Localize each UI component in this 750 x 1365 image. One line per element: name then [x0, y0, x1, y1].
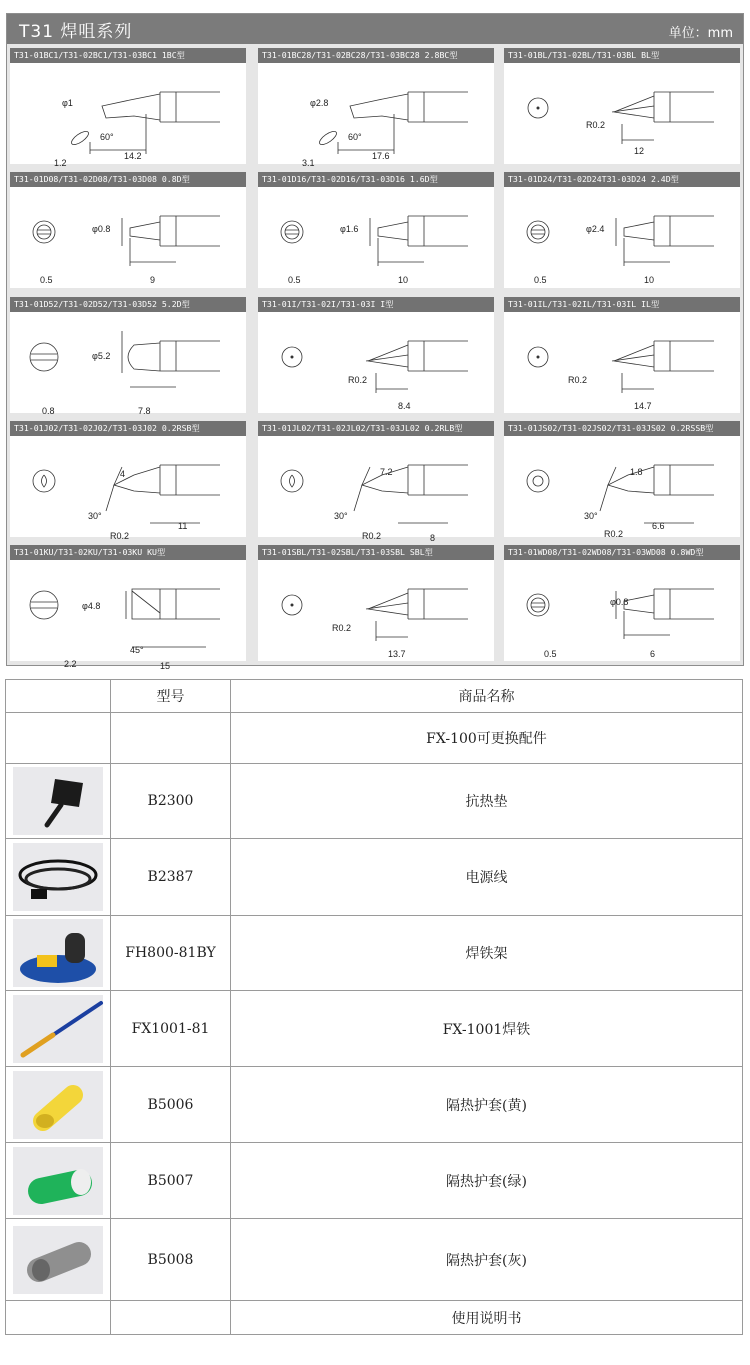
table-row [6, 713, 743, 764]
catalog-header [7, 14, 743, 44]
tip-model-label: T31-01D52/T31-02D52/T31-03D52 5.2D型 [10, 297, 246, 312]
tip-card [10, 172, 246, 288]
product-image-cell [6, 1143, 111, 1219]
dimension-label: 0.5 [40, 275, 53, 285]
dimension-label: 45° [130, 645, 144, 655]
dimension-label: φ0.8 [92, 224, 111, 234]
tip-drawing [258, 188, 494, 288]
dimension-label: 0.5 [534, 275, 547, 285]
dimension-label: φ0.8 [610, 597, 629, 607]
soldering-iron-photo [13, 995, 103, 1063]
catalog-title: T31 焊咀系列 [19, 22, 133, 42]
tip-model-label: T31-01BL/T31-02BL/T31-03BL BL型 [504, 48, 740, 63]
product-image-cell [6, 916, 111, 991]
dimension-label: R0.2 [568, 375, 588, 385]
dimension-label: 30° [584, 511, 598, 521]
dimension-label: φ2.4 [586, 224, 605, 234]
tip-drawing [10, 313, 246, 416]
dimension-label: R0.2 [348, 375, 368, 385]
tip-model-label: T31-01I/T31-02I/T31-03I I型 [258, 297, 494, 312]
sleeve-green-photo [13, 1147, 103, 1215]
tip-card [10, 545, 246, 671]
model-cell: FH800-81BY [111, 916, 231, 991]
table-row [6, 916, 743, 991]
product-image-cell [6, 713, 111, 764]
product-image-cell [6, 764, 111, 839]
tip-card [10, 421, 246, 541]
dimension-label: 14.2 [124, 151, 142, 161]
model-cell: B5008 [111, 1219, 231, 1301]
product-image-cell [6, 839, 111, 916]
tip-card [258, 172, 494, 288]
dimension-label: 15 [160, 661, 171, 671]
tip-drawing [258, 64, 494, 168]
table-row [6, 1067, 743, 1143]
tip-card [504, 545, 740, 661]
tip-card [10, 48, 246, 168]
model-cell: B2387 [111, 839, 231, 916]
tip-card [504, 172, 740, 288]
product-image-cell [6, 1219, 111, 1301]
dimension-label: 8 [430, 533, 436, 543]
dimension-label: 10 [644, 275, 655, 285]
dimension-label: 6.6 [652, 521, 665, 531]
product-name-cell: 电源线 [231, 839, 743, 916]
tip-card [504, 48, 740, 164]
column-header: 型号 [111, 680, 231, 713]
tip-model-label: T31-01JS02/T31-02JS02/T31-03JS02 0.2RSSB型 [504, 421, 740, 436]
tip-card [10, 297, 246, 416]
model-cell: B5007 [111, 1143, 231, 1219]
tip-model-label: T31-01BC28/T31-02BC28/T31-03BC28 2.8BC型 [258, 48, 494, 63]
dimension-label: 9 [150, 275, 156, 285]
table-row [6, 1219, 743, 1301]
product-name-cell: 使用说明书 [231, 1301, 743, 1335]
table-row [6, 764, 743, 839]
dimension-label: R0.2 [362, 531, 382, 541]
dimension-label: φ1 [62, 98, 73, 108]
tip-model-label: T31-01SBL/T31-02SBL/T31-03SBL SBL型 [258, 545, 494, 560]
tip-card [504, 421, 740, 537]
dimension-label: 30° [88, 511, 102, 521]
model-cell [111, 1301, 231, 1335]
tip-model-label: T31-01BC1/T31-02BC1/T31-03BC1 1BC型 [10, 48, 246, 63]
dimension-label: 13.7 [388, 649, 406, 659]
dimension-label: 0.5 [544, 649, 557, 659]
tip-model-label: T31-01WD08/T31-02WD08/T31-03WD08 0.8WD型 [504, 545, 740, 560]
model-cell: B5006 [111, 1067, 231, 1143]
dimension-label: 60° [100, 132, 114, 142]
dimension-label: 10 [398, 275, 409, 285]
iron-holder-photo [13, 919, 103, 987]
product-name-cell: 焊铁架 [231, 916, 743, 991]
dimension-label: 30° [334, 511, 348, 521]
tip-drawing [504, 188, 740, 288]
tip-drawing [504, 313, 740, 413]
tip-drawing [504, 64, 740, 164]
dimension-label: 4 [120, 469, 126, 479]
product-image-cell [6, 1067, 111, 1143]
dimension-label: R0.2 [110, 531, 130, 541]
dimension-label: φ4.8 [82, 601, 101, 611]
dimension-label: 6 [650, 649, 656, 659]
dimension-label: φ2.8 [310, 98, 329, 108]
dimension-label: 17.6 [372, 151, 390, 161]
table-row [6, 991, 743, 1067]
model-cell [111, 713, 231, 764]
product-image-cell [6, 991, 111, 1067]
product-name-cell: 抗热垫 [231, 764, 743, 839]
tip-drawing [504, 437, 740, 537]
product-name-cell: FX-100可更换配件 [231, 713, 743, 764]
tip-drawing [258, 437, 494, 543]
column-header [6, 680, 111, 713]
tip-catalog [6, 13, 744, 671]
product-name-cell: 隔热护套(黄) [231, 1067, 743, 1143]
model-cell: B2300 [111, 764, 231, 839]
power-cord-photo [13, 843, 103, 911]
tip-drawing [10, 561, 246, 671]
column-header: 商品名称 [231, 680, 743, 713]
tip-drawing [504, 561, 740, 661]
parts-table [5, 679, 743, 1335]
tip-card [258, 545, 494, 661]
dimension-label: 2.2 [64, 659, 77, 669]
sleeve-yellow-photo [13, 1071, 103, 1139]
product-name-cell: 隔热护套(绿) [231, 1143, 743, 1219]
product-image-cell [6, 1301, 111, 1335]
tip-card [258, 421, 494, 543]
dimension-label: φ1.6 [340, 224, 359, 234]
table-row [6, 1301, 743, 1335]
dimension-label: R0.2 [604, 529, 624, 539]
product-name-cell: 隔热护套(灰) [231, 1219, 743, 1301]
tip-model-label: T31-01KU/T31-02KU/T31-03KU KU型 [10, 545, 246, 560]
unit-label: 单位：mm [668, 26, 733, 41]
tip-model-label: T31-01IL/T31-02IL/T31-03IL IL型 [504, 297, 740, 312]
tip-model-label: T31-01D24/T31-02D24T31-03D24 2.4D型 [504, 172, 740, 187]
tip-model-label: T31-01J02/T31-02J02/T31-03J02 0.2RSB型 [10, 421, 246, 436]
table-header-row [6, 680, 743, 713]
dimension-label: 1.2 [54, 158, 67, 168]
product-name-cell: FX-1001焊铁 [231, 991, 743, 1067]
tip-card [258, 297, 494, 413]
dimension-label: 11 [178, 521, 188, 531]
tip-drawing [10, 64, 246, 168]
tip-drawing [10, 437, 246, 541]
model-cell: FX1001-81 [111, 991, 231, 1067]
dimension-label: φ5.2 [92, 351, 111, 361]
tip-drawing [258, 313, 494, 413]
dimension-label: R0.2 [586, 120, 606, 130]
table-row [6, 839, 743, 916]
dimension-label: 8.4 [398, 401, 411, 411]
sleeve-gray-photo [13, 1226, 103, 1294]
dimension-label: 7.2 [380, 467, 393, 477]
tip-drawing [10, 188, 246, 288]
heat-pad-photo [13, 767, 103, 835]
dimension-label: 14.7 [634, 401, 652, 411]
tip-model-label: T31-01JL02/T31-02JL02/T31-03JL02 0.2RLB型 [258, 421, 494, 436]
dimension-label: 3.1 [302, 158, 315, 168]
dimension-label: 60° [348, 132, 362, 142]
table-row [6, 1143, 743, 1219]
tip-model-label: T31-01D16/T31-02D16/T31-03D16 1.6D型 [258, 172, 494, 187]
dimension-label: 12 [634, 146, 645, 156]
dimension-label: 1.8 [630, 467, 643, 477]
dimension-label: 7.8 [138, 406, 151, 416]
tip-model-label: T31-01D08/T31-02D08/T31-03D08 0.8D型 [10, 172, 246, 187]
dimension-label: 0.5 [288, 275, 301, 285]
tip-card [258, 48, 494, 168]
dimension-label: 0.8 [42, 406, 55, 416]
tip-card [504, 297, 740, 413]
dimension-label: R0.2 [332, 623, 352, 633]
tip-drawing [258, 561, 494, 661]
